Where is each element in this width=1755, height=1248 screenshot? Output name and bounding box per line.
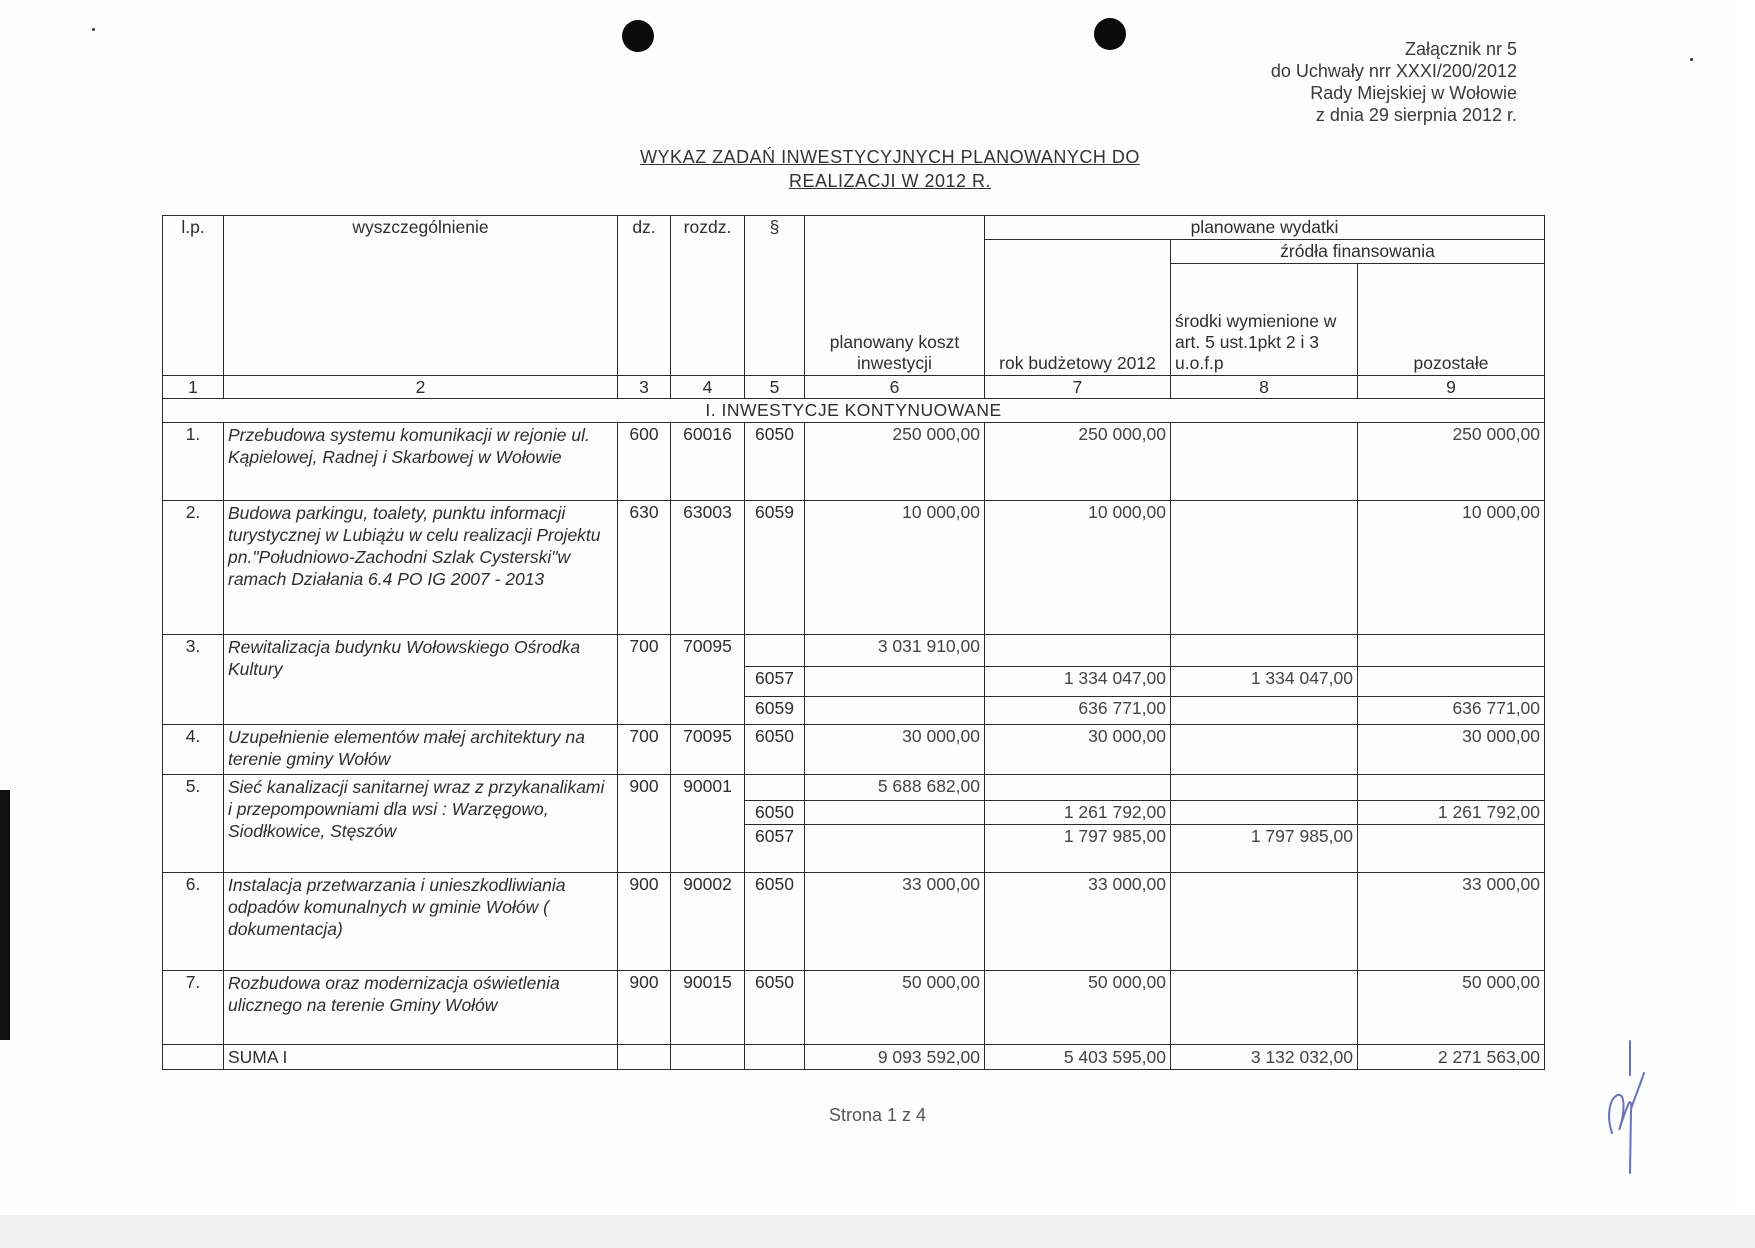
cell-lp: 6. bbox=[163, 873, 224, 971]
sum-other: 2 271 563,00 bbox=[1358, 1045, 1545, 1070]
cell-lp: 2. bbox=[163, 501, 224, 635]
cell-lp bbox=[163, 1045, 224, 1070]
cell-funds bbox=[1171, 775, 1358, 801]
cell-funds bbox=[1171, 501, 1358, 635]
header-sources: źródła finansowania bbox=[1171, 240, 1545, 264]
cell-year: 1 334 047,00 bbox=[985, 667, 1171, 697]
cell-funds bbox=[1171, 697, 1358, 725]
column-number: 8 bbox=[1171, 376, 1358, 399]
section-title: I. INWESTYCJE KONTYNUOWANE bbox=[163, 399, 1545, 423]
cell-desc: Budowa parkingu, toalety, punktu informacji turystycznej w Lubiążu w celu realizacji Projektu pn."Południowo-Zachodni Szlak Cysterski"w ramach Działania 6.4 PO IG 2007 - 2013 bbox=[224, 501, 618, 635]
cell-lp: 3. bbox=[163, 635, 224, 725]
cell-funds bbox=[1171, 635, 1358, 667]
cell-dz: 900 bbox=[618, 775, 671, 873]
cell-rozdz: 90002 bbox=[671, 873, 745, 971]
cell-funds: 1 334 047,00 bbox=[1171, 667, 1358, 697]
cell-year: 250 000,00 bbox=[985, 423, 1171, 501]
cell-desc: Rozbudowa oraz modernizacja oświetlenia ulicznego na terenie Gminy Wołów bbox=[224, 971, 618, 1045]
cell-other: 1 261 792,00 bbox=[1358, 801, 1545, 825]
scan-speck bbox=[1690, 58, 1693, 61]
header-year: rok budżetowy 2012 bbox=[985, 240, 1171, 376]
cell-other bbox=[1358, 635, 1545, 667]
cell-other: 250 000,00 bbox=[1358, 423, 1545, 501]
cell-other bbox=[1358, 825, 1545, 873]
cell-year bbox=[985, 635, 1171, 667]
cell-other: 10 000,00 bbox=[1358, 501, 1545, 635]
cell-paragraph: 6059 bbox=[745, 501, 805, 635]
cell-paragraph: 6050 bbox=[745, 725, 805, 775]
cell-year: 30 000,00 bbox=[985, 725, 1171, 775]
cell-cost: 33 000,00 bbox=[805, 873, 985, 971]
cell-lp: 4. bbox=[163, 725, 224, 775]
cell-rozdz: 60016 bbox=[671, 423, 745, 501]
cell-cost bbox=[805, 825, 985, 873]
cell-desc: Instalacja przetwarzania i unieszkodliwiania odpadów komunalnych w gminie Wołów ( dokumentacja) bbox=[224, 873, 618, 971]
cell-dz: 700 bbox=[618, 725, 671, 775]
section-header-row bbox=[163, 399, 1545, 423]
sum-year: 5 403 595,00 bbox=[985, 1045, 1171, 1070]
cell-funds bbox=[1171, 873, 1358, 971]
attachment-line-1: Załącznik nr 5 bbox=[1404, 39, 1517, 59]
cell-other bbox=[1358, 667, 1545, 697]
cell-other: 30 000,00 bbox=[1358, 725, 1545, 775]
header-lp: l.p. bbox=[163, 216, 224, 376]
table-row bbox=[163, 873, 1545, 971]
cell-paragraph: 6057 bbox=[745, 667, 805, 697]
sum-cost: 9 093 592,00 bbox=[805, 1045, 985, 1070]
cell-rozdz: 63003 bbox=[671, 501, 745, 635]
cell-desc: Przebudowa systemu komunikacji w rejonie ul. Kąpielowej, Radnej i Skarbowej w Wołowie bbox=[224, 423, 618, 501]
cell-dz bbox=[618, 1045, 671, 1070]
cell-rozdz bbox=[671, 1045, 745, 1070]
cell-paragraph bbox=[745, 635, 805, 667]
attachment-line-2: do Uchwały nrr XXXI/200/2012 bbox=[1270, 61, 1517, 81]
cell-lp: 1. bbox=[163, 423, 224, 501]
cell-paragraph: 6050 bbox=[745, 873, 805, 971]
column-number: 6 bbox=[805, 376, 985, 399]
cell-year: 50 000,00 bbox=[985, 971, 1171, 1045]
cell-paragraph: 6050 bbox=[745, 801, 805, 825]
cell-other: 636 771,00 bbox=[1358, 697, 1545, 725]
document-title-line-2: REALIZACJI W 2012 R. bbox=[788, 171, 992, 191]
cell-cost bbox=[805, 697, 985, 725]
punch-hole-left bbox=[622, 20, 654, 52]
cell-year: 636 771,00 bbox=[985, 697, 1171, 725]
column-number: 9 bbox=[1358, 376, 1545, 399]
cell-year: 33 000,00 bbox=[985, 873, 1171, 971]
investment-table bbox=[162, 215, 1545, 1070]
cell-year: 1 261 792,00 bbox=[985, 801, 1171, 825]
cell-cost: 30 000,00 bbox=[805, 725, 985, 775]
sum-funds: 3 132 032,00 bbox=[1171, 1045, 1358, 1070]
table-row bbox=[163, 775, 1545, 801]
cell-cost: 5 688 682,00 bbox=[805, 775, 985, 801]
sum-label: SUMA I bbox=[224, 1045, 618, 1070]
cell-year bbox=[985, 775, 1171, 801]
cell-paragraph bbox=[745, 775, 805, 801]
header-funds: środki wymienione w art. 5 ust.1pkt 2 i 3 u.o.f.p bbox=[1171, 264, 1358, 376]
cell-dz: 900 bbox=[618, 971, 671, 1045]
header-desc: wyszczególnienie bbox=[224, 216, 618, 376]
sum-row bbox=[163, 1045, 1545, 1070]
cell-other: 50 000,00 bbox=[1358, 971, 1545, 1045]
cell-cost bbox=[805, 667, 985, 697]
cell-funds bbox=[1171, 725, 1358, 775]
scan-edge bbox=[0, 790, 10, 1040]
cell-desc: Uzupełnienie elementów małej architektury na terenie gminy Wołów bbox=[224, 725, 618, 775]
cell-funds bbox=[1171, 971, 1358, 1045]
cell-desc: Sieć kanalizacji sanitarnej wraz z przykanalikami i przepompowniami dla wsi : Warzęgowo, Siodłkowice, Stęszów bbox=[224, 775, 618, 873]
cell-paragraph: 6059 bbox=[745, 697, 805, 725]
header-planned: planowane wydatki bbox=[985, 216, 1545, 240]
header-cost: planowany koszt inwestycji bbox=[805, 216, 985, 376]
cell-paragraph: 6050 bbox=[745, 971, 805, 1045]
cell-cost: 50 000,00 bbox=[805, 971, 985, 1045]
cell-dz: 630 bbox=[618, 501, 671, 635]
cell-paragraph bbox=[745, 1045, 805, 1070]
header-dz: dz. bbox=[618, 216, 671, 376]
column-number: 1 bbox=[163, 376, 224, 399]
cell-paragraph: 6050 bbox=[745, 423, 805, 501]
cell-dz: 600 bbox=[618, 423, 671, 501]
header-rozdz: rozdz. bbox=[671, 216, 745, 376]
header-row-1 bbox=[163, 216, 1545, 240]
column-number: 2 bbox=[224, 376, 618, 399]
scan-border bbox=[0, 1215, 1755, 1248]
cell-cost bbox=[805, 801, 985, 825]
cell-rozdz: 70095 bbox=[671, 725, 745, 775]
table-row bbox=[163, 725, 1545, 775]
cell-paragraph: 6057 bbox=[745, 825, 805, 873]
document-title-line-1: WYKAZ ZADAŃ INWESTYCYJNYCH PLANOWANYCH DO bbox=[640, 147, 1140, 167]
cell-cost: 250 000,00 bbox=[805, 423, 985, 501]
header-other: pozostałe bbox=[1358, 264, 1545, 376]
cell-cost: 10 000,00 bbox=[805, 501, 985, 635]
cell-rozdz: 90001 bbox=[671, 775, 745, 873]
cell-rozdz: 70095 bbox=[671, 635, 745, 725]
attachment-note bbox=[1271, 38, 1517, 126]
table-row bbox=[163, 423, 1545, 501]
cell-cost: 3 031 910,00 bbox=[805, 635, 985, 667]
cell-dz: 900 bbox=[618, 873, 671, 971]
column-number: 7 bbox=[985, 376, 1171, 399]
punch-hole-right bbox=[1094, 18, 1126, 50]
attachment-line-4: z dnia 29 sierpnia 2012 r. bbox=[1315, 105, 1517, 125]
cell-funds: 1 797 985,00 bbox=[1171, 825, 1358, 873]
table-row bbox=[163, 501, 1545, 635]
cell-lp: 7. bbox=[163, 971, 224, 1045]
cell-rozdz: 90015 bbox=[671, 971, 745, 1045]
page-number: Strona 1 z 4 bbox=[828, 1105, 927, 1125]
cell-year: 1 797 985,00 bbox=[985, 825, 1171, 873]
header-paragraph: § bbox=[745, 216, 805, 376]
cell-other bbox=[1358, 775, 1545, 801]
cell-funds bbox=[1171, 801, 1358, 825]
column-number: 4 bbox=[671, 376, 745, 399]
cell-dz: 700 bbox=[618, 635, 671, 725]
cell-other: 33 000,00 bbox=[1358, 873, 1545, 971]
cell-funds bbox=[1171, 423, 1358, 501]
scan-speck bbox=[92, 28, 95, 31]
attachment-line-3: Rady Miejskiej w Wołowie bbox=[1310, 83, 1517, 103]
column-number: 3 bbox=[618, 376, 671, 399]
signature-mark bbox=[1600, 1035, 1650, 1185]
cell-desc: Rewitalizacja budynku Wołowskiego Ośrodka Kultury bbox=[224, 635, 618, 725]
table-row bbox=[163, 971, 1545, 1045]
column-numbers-row bbox=[163, 376, 1545, 399]
cell-lp: 5. bbox=[163, 775, 224, 873]
column-number: 5 bbox=[745, 376, 805, 399]
document-title bbox=[560, 145, 1220, 193]
cell-year: 10 000,00 bbox=[985, 501, 1171, 635]
table-row bbox=[163, 635, 1545, 667]
